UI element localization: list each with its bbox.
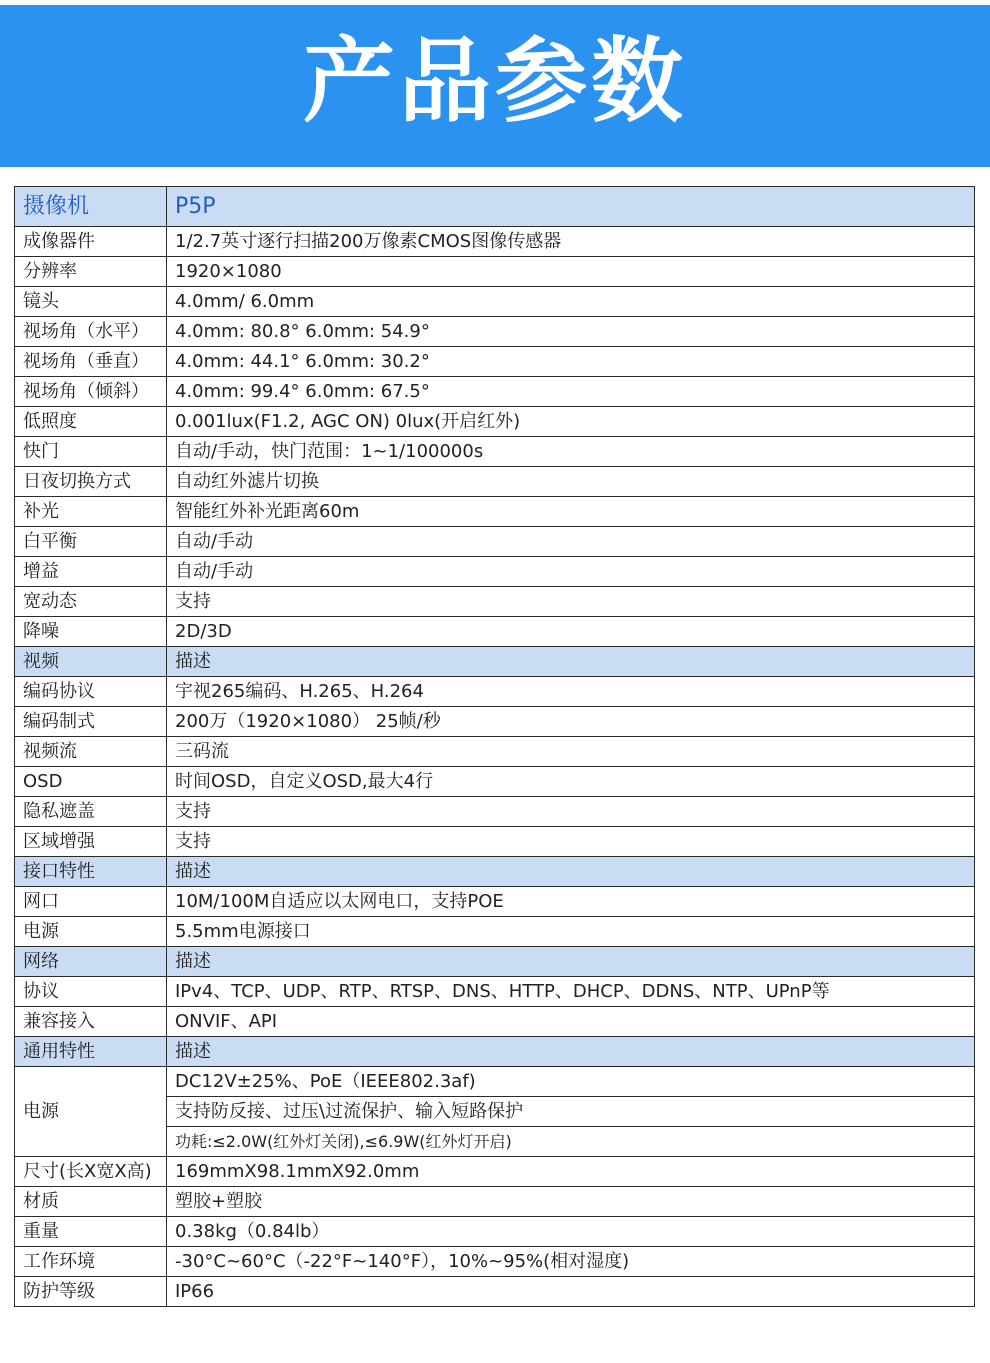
row-value: 支持 [167,827,975,857]
row-value: IP66 [167,1277,975,1307]
table-row [15,287,975,317]
table-row [15,827,975,857]
section-header-row [15,857,975,887]
row-value: -30°C~60°C（-22°F~140°F），10%~95%(相对湿度) [167,1247,975,1277]
row-label: 视频 [15,647,167,677]
table-row [15,977,975,1007]
row-value: 描述 [167,947,975,977]
row-value: 描述 [167,647,975,677]
section-header-row [15,1037,975,1067]
row-label: 重量 [15,1217,167,1247]
row-label: 视场角（倾斜） [15,377,167,407]
row-label: 材质 [15,1187,167,1217]
row-value: 描述 [167,857,975,887]
row-value: 宇视265编码、H.265、H.264 [167,677,975,707]
table-row [15,707,975,737]
table-row [15,407,975,437]
row-value: IPv4、TCP、UDP、RTP、RTSP、DNS、HTTP、DHCP、DDNS、NTP、UPnP等 [167,977,975,1007]
row-value: 描述 [167,1037,975,1067]
page-title: 产品参数 [302,28,687,135]
table-row [15,1007,975,1037]
table-row [15,467,975,497]
table-row [15,1157,975,1187]
table-row [15,437,975,467]
table-row [15,677,975,707]
table-row [15,767,975,797]
row-label: 电源 [15,1067,167,1157]
row-label: 视场角（垂直） [15,347,167,377]
row-value: 智能红外补光距离60m [167,497,975,527]
row-label: 通用特性 [15,1037,167,1067]
table-row [15,797,975,827]
banner-top-strip [0,0,990,5]
row-label: 成像器件 [15,227,167,257]
row-value: 1920×1080 [167,257,975,287]
row-label: 电源 [15,917,167,947]
table-row-power [15,1067,975,1157]
row-value: 10M/100M自适应以太网电口，支持POE [167,887,975,917]
row-label: 区域增强 [15,827,167,857]
row-value: 4.0mm/ 6.0mm [167,287,975,317]
table-row [15,347,975,377]
row-value: 支持 [167,587,975,617]
row-label: 宽动态 [15,587,167,617]
row-value: 1/2.7英寸逐行扫描200万像素CMOS图像传感器 [167,227,975,257]
row-label: 分辨率 [15,257,167,287]
spec-table [14,186,975,1307]
row-label: 防护等级 [15,1277,167,1307]
table-row [15,737,975,767]
row-label: OSD [15,767,167,797]
row-value: 2D/3D [167,617,975,647]
row-value: 自动/手动 [167,527,975,557]
row-value-multiline [167,1067,975,1157]
table-row [15,617,975,647]
table-row [15,257,975,287]
section-header-row [15,647,975,677]
row-value: 0.38kg（0.84lb） [167,1217,975,1247]
power-spec-line: 支持防反接、过压\过流保护、输入短路保护 [167,1097,974,1127]
row-label: 网络 [15,947,167,977]
row-value: 4.0mm: 99.4° 6.0mm: 67.5° [167,377,975,407]
row-label: 低照度 [15,407,167,437]
row-value: 时间OSD，自定义OSD,最大4行 [167,767,975,797]
row-label: 增益 [15,557,167,587]
row-value: 169mmX98.1mmX92.0mm [167,1157,975,1187]
table-row [15,497,975,527]
row-label: 镜头 [15,287,167,317]
row-value: 自动/手动，快门范围：1~1/100000s [167,437,975,467]
table-row [15,557,975,587]
row-label: 视频流 [15,737,167,767]
table-row [15,917,975,947]
table-row [15,1187,975,1217]
header-label: 摄像机 [15,187,167,227]
row-value: 4.0mm: 80.8° 6.0mm: 54.9° [167,317,975,347]
row-label: 编码制式 [15,707,167,737]
table-row [15,377,975,407]
row-label: 接口特性 [15,857,167,887]
row-label: 尺寸(长X宽X高) [15,1157,167,1187]
table-row [15,1247,975,1277]
row-label: 编码协议 [15,677,167,707]
row-value: 200万（1920×1080） 25帧/秒 [167,707,975,737]
row-value: 0.001lux(F1.2, AGC ON) 0lux(开启红外) [167,407,975,437]
row-value: 自动/手动 [167,557,975,587]
table-row [15,227,975,257]
table-row [15,527,975,557]
header-value: P5P [167,187,975,227]
table-row [15,1277,975,1307]
table-row [15,317,975,347]
row-value: ONVIF、API [167,1007,975,1037]
row-label: 快门 [15,437,167,467]
row-label: 工作环境 [15,1247,167,1277]
header-banner [0,0,990,167]
row-value: 三码流 [167,737,975,767]
table-row [15,587,975,617]
row-value: 4.0mm: 44.1° 6.0mm: 30.2° [167,347,975,377]
section-header-row [15,947,975,977]
table-row [15,887,975,917]
table-row [15,1217,975,1247]
row-label: 网口 [15,887,167,917]
row-value: 塑胶+塑胶 [167,1187,975,1217]
row-label: 兼容接入 [15,1007,167,1037]
row-label: 补光 [15,497,167,527]
row-value: 自动红外滤片切换 [167,467,975,497]
power-spec-line: DC12V±25%、PoE（IEEE802.3af) [167,1067,974,1097]
row-value: 支持 [167,797,975,827]
row-value: 5.5mm电源接口 [167,917,975,947]
row-label: 协议 [15,977,167,1007]
row-label: 视场角（水平） [15,317,167,347]
table-header-row [15,187,975,227]
power-spec-line: 功耗:≤2.0W(红外灯关闭),≤6.9W(红外灯开启) [175,1132,512,1151]
row-label: 降噪 [15,617,167,647]
row-label: 日夜切换方式 [15,467,167,497]
row-label: 隐私遮盖 [15,797,167,827]
row-label: 白平衡 [15,527,167,557]
